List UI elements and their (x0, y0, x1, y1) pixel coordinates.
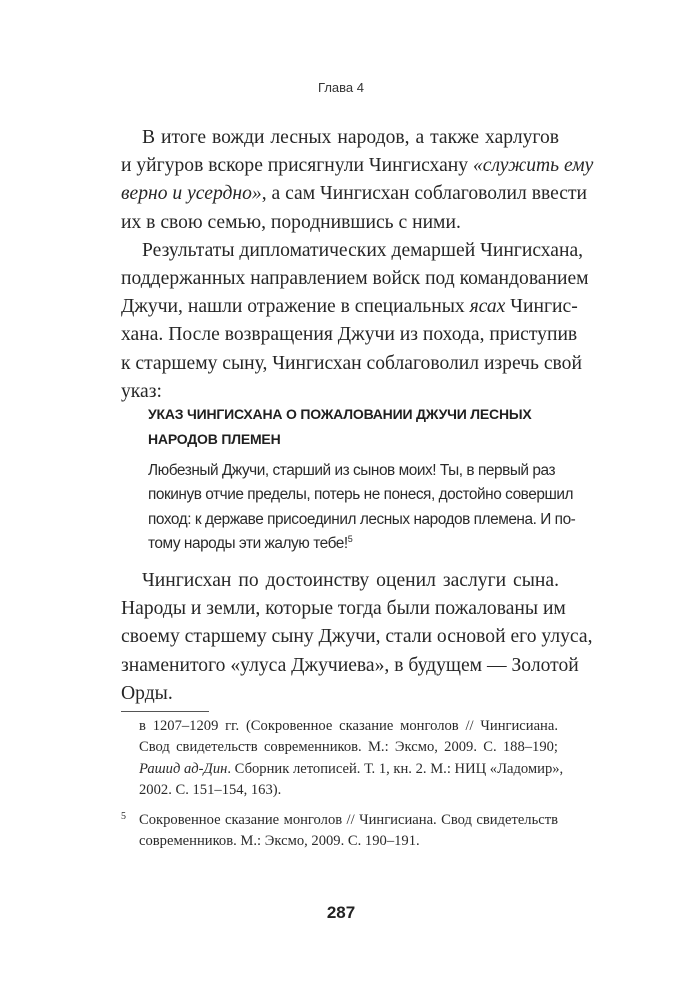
footnote-mark: 5 (121, 811, 126, 823)
footnote-reference[interactable]: 5 (347, 533, 353, 544)
footnote-line: современников. М.: Эксмо, 2009. С. 190–191. (139, 833, 420, 850)
paragraph (121, 237, 589, 406)
footnote-5 (121, 810, 558, 853)
decree-title-line: НАРОДОВ ПЛЕМЕН (148, 431, 281, 447)
footnote-line: Сокровенное сказание монголов // Чингисиана. Свод свидетельств (139, 812, 558, 829)
text-line: В итоге вожди лесных народов, а также харлугов (142, 127, 559, 148)
text-line: Народы и земли, которые тогда были пожалованы им (121, 598, 566, 620)
decree-title (148, 402, 550, 452)
text-line: верно и усердно», а сам Чингисхан соблаговолил ввести (121, 183, 588, 205)
footnote-divider (121, 711, 209, 712)
decree-line: Любезный Джучи, старший из сынов моих! Ты, в первый раз (148, 462, 556, 479)
paragraph (121, 567, 593, 708)
text-line: их в свою семью, породнившись с ними. (121, 211, 461, 233)
quote-italic: верно и усердно» (121, 183, 262, 205)
text-line: Результаты дипломатических демаршей Чингисхана, (142, 239, 584, 261)
decree-title-line: УКАЗ ЧИНГИСХАНА О ПОЖАЛОВАНИИ ДЖУЧИ ЛЕСНЫХ (148, 406, 532, 422)
decree-text (148, 459, 576, 556)
footnote-continuation (121, 716, 564, 801)
paragraph (121, 124, 594, 237)
text-line: знаменитого «улуса Джучиева», в будущем — Золотой (121, 654, 579, 676)
author-italic: Рашид ад-Дин (139, 760, 228, 777)
text-line: Чингисхан по достоинству оценил заслуги сына. (142, 570, 559, 591)
text-line: хана. После возвращения Джучи из похода, приступив (121, 324, 578, 346)
decree-line: покинув отчие пределы, потерь не понеся, достойно совершил (148, 486, 574, 504)
main-text (121, 124, 594, 406)
term-italic: ясах (469, 296, 506, 318)
footnote-line: Свод свидетельств современников. М.: Эксмо, 2009. С. 188–190; (139, 739, 558, 756)
decree-line: поход: к державе присоединил лесных народов племена. И по- (148, 510, 576, 528)
footnote-line: в 1207–1209 гг. (Сокровенное сказание монголов // Чингисиана. (139, 718, 558, 734)
text-line: поддержанных направлением войск под командованием (121, 268, 589, 290)
footnote-line: 2002. С. 151–154, 163). (139, 781, 282, 798)
text-line: Орды. (121, 682, 173, 704)
text-line: указ: (121, 380, 162, 402)
footnotes (121, 716, 564, 853)
decree-block (148, 402, 576, 556)
page-number: 287 (326, 903, 356, 922)
running-head: Глава 4 (318, 80, 364, 95)
footnote-line: Рашид ад-Дин. Сборник летописей. Т. 1, кн. 2. М.: НИЦ «Ладомир», (139, 760, 564, 777)
text-line: к старшему сыну, Чингисхан соблаговолил изречь свой (121, 352, 582, 374)
text-line: и уйгуров вскоре присягнули Чингисхану «служить ему (121, 155, 594, 177)
text-line: своему старшему сыну Джучи, стали основой его улуса, (121, 626, 593, 648)
decree-line: тому народы эти жалую тебе!$^5$ (148, 533, 353, 552)
quote-italic: «служить ему (472, 155, 594, 177)
main-text-continued (121, 567, 593, 708)
text-line: Джучи, нашли отражение в специальных ясах Чингис- (121, 296, 578, 318)
